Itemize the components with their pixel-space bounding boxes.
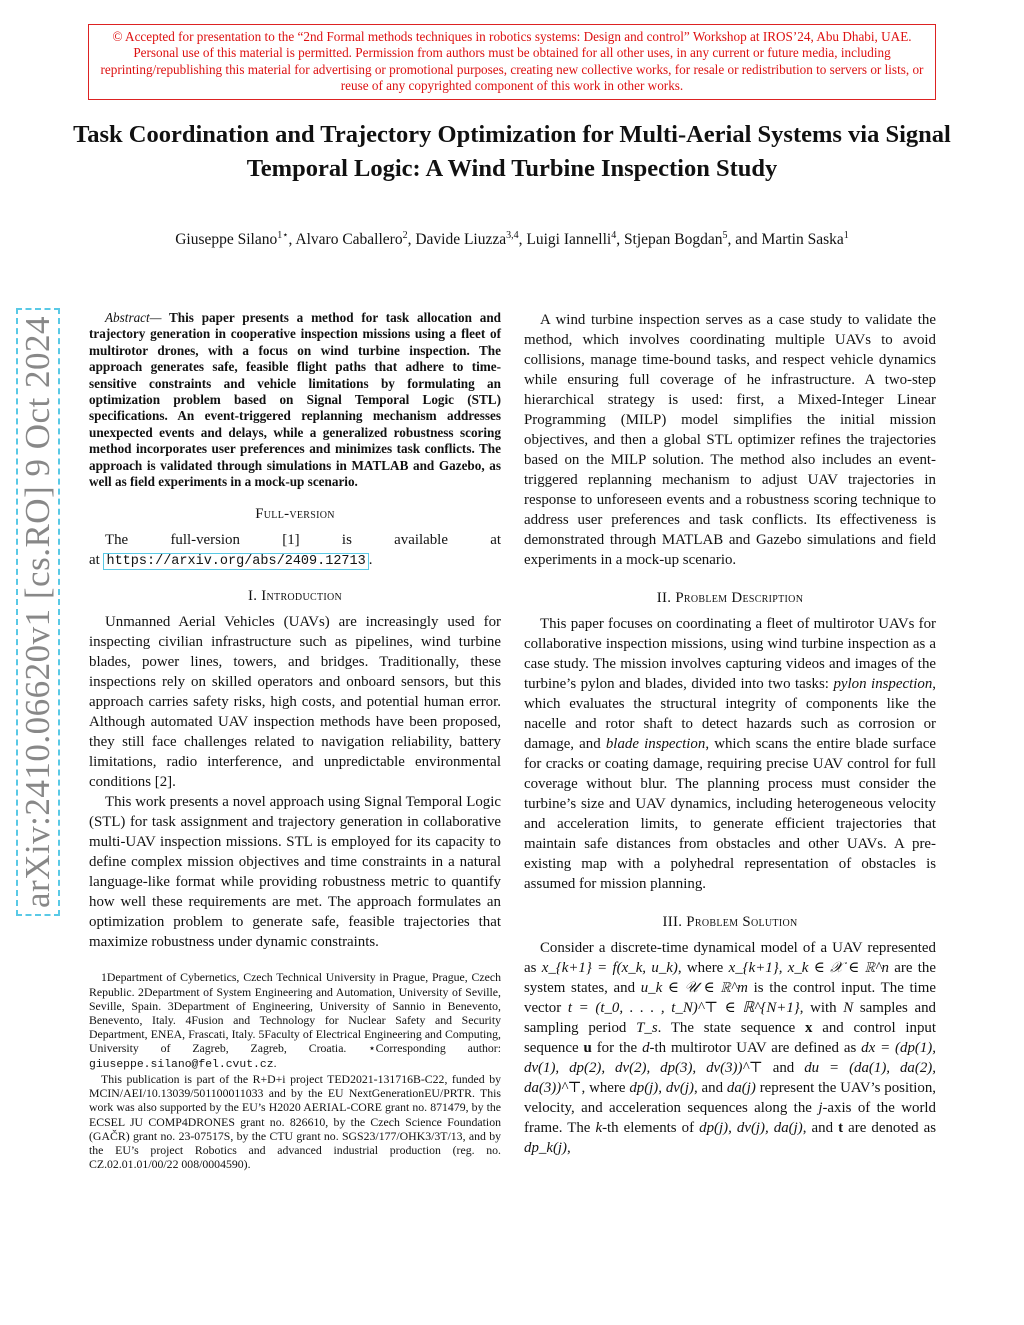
solution-text: and control input sequence <box>524 1020 936 1056</box>
author-affiliation: 5 <box>722 230 728 241</box>
arxiv-sidebar <box>12 315 64 909</box>
solution-text: for the <box>596 1040 638 1056</box>
full-version-link-line: at https://arxiv.org/abs/2409.12713 . <box>89 552 373 570</box>
period: . <box>368 552 373 569</box>
math-n: N <box>843 1000 854 1016</box>
math-elements: dp(j), dv(j), da(j) <box>699 1120 803 1136</box>
math-time-vector: t = (t_0, . . . , t_N)^⊤ ∈ ℝ^{N+1} <box>567 1000 800 1016</box>
left-column <box>89 310 501 1171</box>
solution-text: represent the UAV’s position, velocity, and acceleration sequences along the <box>524 1080 936 1116</box>
funding-footnote: This publication is part of the R+D+i project TED2021-131716B-C22, funded by MCIN/AEI/10.13039/501100011033 and by the EU NextGenerationEU/PRTR. This work was also supported by the EU’s H2020 AERIAL-CORE grant no. 871479, by the ECSEL JU COMP4DRONES grant no. 826610, by the Czech Science Foundation (GAČR) grant no. 23-07517S, by the CTU grant no. SGS23/177/OHK3/3T/13, and by the EU’s project Robotics and advanced industrial production (reg. no. CZ.02.01.01/00/22 008/0004590). <box>89 1071 501 1172</box>
right-column <box>524 310 936 1158</box>
solution-text: are denoted as <box>848 1120 937 1136</box>
solution-text: . The state sequence <box>657 1020 796 1036</box>
period: . <box>273 1055 277 1070</box>
solution-text: , <box>567 1140 571 1156</box>
author-affiliation: 1⋆ <box>277 230 289 241</box>
affiliations-text: 1Department of Cybernetics, Czech Technical University in Prague, Prague, Czech Republic. 2Department of System Engineering and Automation, University of Seville, Seville, Spain. 3Department of Engineering, University of Sannio in Benevento, Benevento, Italy. 4Fusion and Technology for Nuclear Safety and Security Department, ENEA, Frascati, Italy. 5Faculty of Electrical Engineering and Computing, University of Zagreb, Zagreb, Croatia. ⋆Corresponding author: <box>89 970 501 1056</box>
solution-text: , and <box>802 1120 834 1136</box>
author-affiliation: 1 <box>843 230 849 241</box>
arxiv-identifier-link[interactable]: arXiv:2410.06620v1 [cs.RO] 9 Oct 2024 <box>16 308 60 916</box>
solution-text: and <box>772 1060 795 1076</box>
section-heading-introduction: I. Introduction <box>247 588 343 605</box>
full-version-text <box>89 530 501 550</box>
section-heading-problem-solution: III. Problem Solution <box>662 914 798 930</box>
abstract-text: This paper presents a method for task allocation and trajectory generation in cooperative inspection missions using a fleet of multirotor drones, with a focus on wind turbine inspection. The approach generates safe, feasible flight paths that adhere to time-sensitive constraints and vehicle limitations by formulating an optimization problem based on Signal Temporal Logic (STL) specifications. An event-triggered replanning mechanism addresses unexpected events and delays, while a generalized robustness scoring method incorporates user preferences and minimizes task conflicts. The approach is validated through simulations in MATLAB and Gazebo, as well as field experiments in a mock-up scenario. <box>89 310 501 490</box>
math-d: d <box>642 1040 650 1056</box>
math-state-seq: dx = (dp(1), dv(1), dp(2), dv(2), dp(3), dv(3))^⊤ <box>524 1040 936 1076</box>
problem-paragraph <box>524 614 936 894</box>
solution-text: , with <box>799 1000 837 1016</box>
section-heading-problem-description: II. Problem Description <box>656 590 804 606</box>
author: Davide Liuzza <box>415 231 507 249</box>
section-heading-full-version: Full-version <box>255 506 335 523</box>
footnotes <box>89 970 501 1171</box>
solution-text: , and <box>693 1080 724 1096</box>
paper-title: Task Coordination and Trajectory Optimization for Multi-Aerial Systems via Signal Temporal Logic: A Wind Turbine Inspection Study <box>73 121 951 182</box>
blade-inspection-term: blade inspection <box>605 736 706 752</box>
math-element-notation: dp_k(j) <box>524 1140 567 1156</box>
solution-text: , where <box>581 1080 626 1096</box>
math-ts: T_s <box>636 1020 658 1036</box>
math-state-space: x_{k+1}, x_k ∈ 𝒳 ∈ ℝ^n <box>728 960 889 976</box>
author-affiliation: 4 <box>611 230 617 241</box>
solution-text: are the system states, and <box>524 960 936 996</box>
solution-paragraph <box>524 938 936 1158</box>
full-version-url-link[interactable]: https://arxiv.org/abs/2409.12713 <box>103 553 368 570</box>
math-input-seq: du = (da(1), da(2), da(3))^⊤ <box>524 1060 936 1096</box>
math-input-space: u_k ∈ 𝒰 ∈ ℝ^m <box>640 980 748 996</box>
author: Martin Saska <box>761 231 844 249</box>
copyright-notice: © Accepted for presentation to the “2nd Formal methods techniques in robotics systems: Design and control” Workshop at IROS’24, Abu Dhabi, UAE. Personal use of this material is permitted. Permission from authors must be obtained for all other uses, in any current or future media, including reprinting/republishing this material for advertising or promotional purposes, creating new collective works, for resale or redistribution to servers or lists, or reuse of any copyrighted component of this work in other works. <box>88 24 936 100</box>
abstract: Abstract— This paper presents a method for task allocation and trajectory generation in cooperative inspection missions using a fleet of multirotor drones, with a focus on wind turbine inspection. The approach generates safe, feasible flight paths that adhere to time-sensitive constraints and vehicle limitations by formulating an optimization problem based on Signal Temporal Logic (STL) specifications. An event-triggered replanning mechanism addresses unexpected events and delays, while a generalized robustness scoring method incorporates user preferences and minimizes task conflicts. The approach is validated through simulations in MATLAB and Gazebo, as well as field experiments in a mock-up scenario. <box>89 310 501 490</box>
math-u: u <box>583 1040 592 1056</box>
problem-text-c: , which scans the entire blade surface for cracks or coating damage, requiring precise UAV control for full coverage without blur. The planning process must consider the turbine’s size and UAV dynamics, including heterogeneous velocity and acceleration limits, to generate efficient trajectories that maintain safe distances from obstacles and other UAVs. A pre-existing map with a polyhedral representation of obstacles is assumed for mission planning. <box>524 736 936 892</box>
author-list: Giuseppe Silano$^{1⋆}$, Alvaro Caballero$^2$, Davide Liuzza$^{3,4}$, Luigi Iannelli$^4$, Stjepan Bogdan$^5$, and Martin Saska$^1$ <box>175 230 849 249</box>
math-j: j <box>818 1100 823 1116</box>
math-t: t <box>838 1120 844 1136</box>
solution-text: -th elements of <box>602 1120 695 1136</box>
math-x: x <box>805 1020 813 1036</box>
solution-text: samples and sampling period <box>524 1000 936 1036</box>
pylon-inspection-term: pylon inspection <box>833 676 933 692</box>
solution-text: -axis of the world frame. The <box>524 1100 936 1136</box>
author: Alvaro Caballero <box>295 231 403 249</box>
author-affiliation: 2 <box>402 230 408 241</box>
abstract-label: Abstract <box>105 310 150 325</box>
intro-paragraph-1: Unmanned Aerial Vehicles (UAVs) are increasingly used for inspecting civilian infrastructure such as pipelines, wind turbine blades, power lines, towers, and bridges. Traditionally, these inspections rely on skilled operators and onboard sensors, but this approach carries safety risks, high costs, and potential human error. Although automated UAV inspection methods have been proposed, they still face challenges related to navigation reliability, battery limitations, radio interference, and unpredictable environmental conditions [2]. <box>89 614 501 791</box>
math-pos-vel: dp(j), dv(j) <box>629 1080 694 1096</box>
author: Luigi Iannelli <box>526 231 612 249</box>
author: Giuseppe Silano <box>175 231 278 249</box>
math-k: k <box>595 1120 603 1136</box>
problem-text-b: , which evaluates the structural integrity of components like the nacelle and rotor shaft to detect hazards such as corrosion or damage, and <box>524 676 937 752</box>
affiliations-footnote <box>89 970 501 1071</box>
solution-text: -th multirotor UAV are defined as <box>649 1040 857 1056</box>
corresponding-email[interactable]: giuseppe.silano@fel.cvut.cz <box>89 1058 274 1071</box>
author: Stjepan Bogdan <box>623 231 723 249</box>
intro-paragraph-2: This work presents a novel approach using Signal Temporal Logic (STL) for task assignment and trajectory generation in collaborative multi-UAV inspection missions. STL is employed for its capacity to define complex mission objectives and time constraints in a natural language-like format while providing robustness metric to quantify how well these requirements are met. The approach formulates an optimization problem to generate safe, feasible trajectories that maximize robustness under dynamic constraints. <box>89 794 501 951</box>
problem-text-a: This paper focuses on coordinating a fleet of multirotor UAVs for collaborative inspection missions, using wind turbine inspection as a case study. The mission involves capturing videos and images of the turbine’s pylon and blades, divided into two tasks: <box>524 616 936 692</box>
author-affiliation: 3,4 <box>506 230 519 241</box>
full-version-sentence: The full-version [1] is available at <box>105 532 501 549</box>
solution-text: Consider a discrete-time dynamical model of a UAV represented as <box>524 940 936 976</box>
solution-text: is the control input. The time vector <box>524 980 936 1016</box>
solution-text: , where <box>677 960 724 976</box>
math-dynamics: x_{k+1} = f(x_k, u_k) <box>541 960 678 976</box>
math-acc: da(j) <box>726 1080 756 1096</box>
intro-paragraph-3: A wind turbine inspection serves as a case study to validate the method, which involves coordinating multiple UAVs to avoid collisions, manage time-bound tasks, and respect vehicle dynamics while ensuring full coverage of he infrastructure. A two-step hierarchical strategy is used: first, a Mixed-Integer Linear Programming (MILP) model simplifies the initial mission objectives, and then a global STL optimizer refines the trajectories based on the MILP solution. The method also includes an event-triggered replanning mechanism to adjust UAV trajectories in response to unforeseen events and a robustness scoring technique to address user preferences and task conflicts. Its effectiveness is demonstrated through MATLAB and Gazebo simulations and field experiments in a mock-up scenario. <box>524 312 936 568</box>
